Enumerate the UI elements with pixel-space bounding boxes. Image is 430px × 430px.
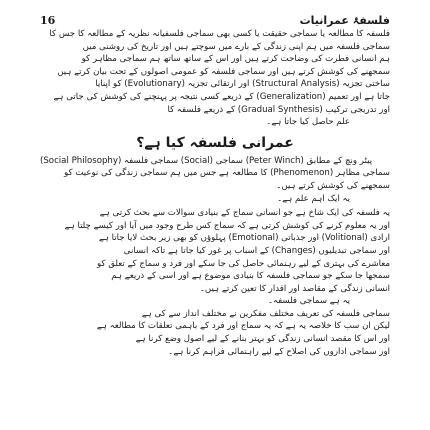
text-line: اور اس کا مقصد انسانی زندگی کو بہتر بنانے کے لیے اصول وضع کرنا ہے xyxy=(135,334,390,345)
paragraph-4 xyxy=(40,308,390,358)
text-line: فلسفہ کا مطالعہ یا سماجی حقیقت یا کسی بھی سماجی فلسفیانہ نظریہ کے مطالعہ کا جس کا xyxy=(49,29,390,39)
text-line: اور سماجی تبدیلیوں (Changes) کے اسباب پر غور کیا جاتا ہے تاکہ انسانی xyxy=(123,245,390,256)
page-body xyxy=(40,28,390,358)
text-line: یہ ایک اہم علم ہے۔ xyxy=(277,193,350,204)
text-line: لیکن ان سب کا خلاصہ یہ ہے کہ یہ سماج اور فرد کے باہمی تعلقات کا مطالعہ ہے xyxy=(96,321,390,332)
text-line: یہ فلسفہ کی ایک شاخ ہے جو انسانی سماج کے بنیادی سوالات سے بحث کرتی ہے xyxy=(99,208,390,219)
text-line: ارادی (Volitional) اور جذباتی (Emotional) پہلوؤں کو بھی زیر بحث لایا جاتا ہے xyxy=(98,233,390,244)
text-line: اور سماجی اداروں کی اصلاح کے لیے راہنمائی فراہم کرنا ہے۔ xyxy=(168,346,390,357)
text-line: اور تدریجی ترکیب (Gradual Synthesis) کے ذریعے فلسفہ کا xyxy=(167,104,390,115)
text-line: علم حاصل کیا جاتا ہے۔ xyxy=(266,117,350,128)
text-line: یہ ہے سماجی فلسفہ۔ xyxy=(268,296,350,307)
paragraph-2 xyxy=(40,155,390,205)
page-number: 16 xyxy=(40,13,56,27)
paragraph-3 xyxy=(40,207,390,308)
section-heading: عمرانی فلسفہ کیا ہے؟ xyxy=(136,134,294,151)
text-line: (Social Philosophy) سماجی فلسفہ (Social) سماجی (Peter Winch) پیٹر ونچ کے مطابق xyxy=(40,155,373,166)
text-line: ساختی تجزیہ (Structural Analysis) اور ارتقائی تجزیہ (Evolutionary) کو اپنایا xyxy=(95,79,390,90)
text-line: سمجھنے کی کوشش کرتے ہیں اور سماجی فلسفہ کو عمومی اصولوں کے تحت بیان کرتے ہیں xyxy=(57,66,390,77)
text-line: انسانی زندگی کے مقاصد اور اقدار کا تعین کرتے ہیں۔ xyxy=(199,283,390,294)
text-line: جاتا ہے اور تعمیم (Generalization) کے ذریعے کسی نتیجہ پر پہنچنے کی کوشش کی جاتی ہے xyxy=(53,91,390,102)
text-line: اور یہ معلوم کرنے کی کوشش کرتی ہے کہ سماج کس طرح وجود میں آیا اور کیسے چلتا ہے xyxy=(64,220,390,231)
text-line: سماجی فلسفہ میں ہم اپنی زندگی کے بارے میں سوچتے ہیں اور تاریخ کی روشنی میں xyxy=(82,41,390,52)
text-line: سماجی فلسفہ کی تعریف مختلف مفکرین نے مختلف انداز سے کی ہے xyxy=(141,308,390,319)
text-line: سمجھنے کی کوشش کرتے ہیں۔ xyxy=(276,180,390,191)
page-header xyxy=(40,12,390,28)
running-head: فلسفۂ عمرانیات xyxy=(299,13,390,27)
text-line: معاشرے کی بہتری کے لیے رہنمائی حاصل کی جا سکے اور فرد و سماج کے تعلق کو xyxy=(96,258,390,269)
text-line: سمجھا جا سکے جو سماجی فلسفہ کا بنیادی موضوع ہے اور اسی کے ذریعے ہم xyxy=(111,271,390,282)
text-line: سماجی مظاہر (Phenomenon) کا مطالعہ ہے جس میں ہم سماجی زندگی کی نوعیت کو xyxy=(64,168,390,179)
text-line: ہم انسانی فطرت کی وضاحت کرتے ہیں اور اس کے ساتھ ساتھ ہم سماجی مظاہر کو xyxy=(81,54,390,65)
paragraph-1 xyxy=(40,28,390,129)
